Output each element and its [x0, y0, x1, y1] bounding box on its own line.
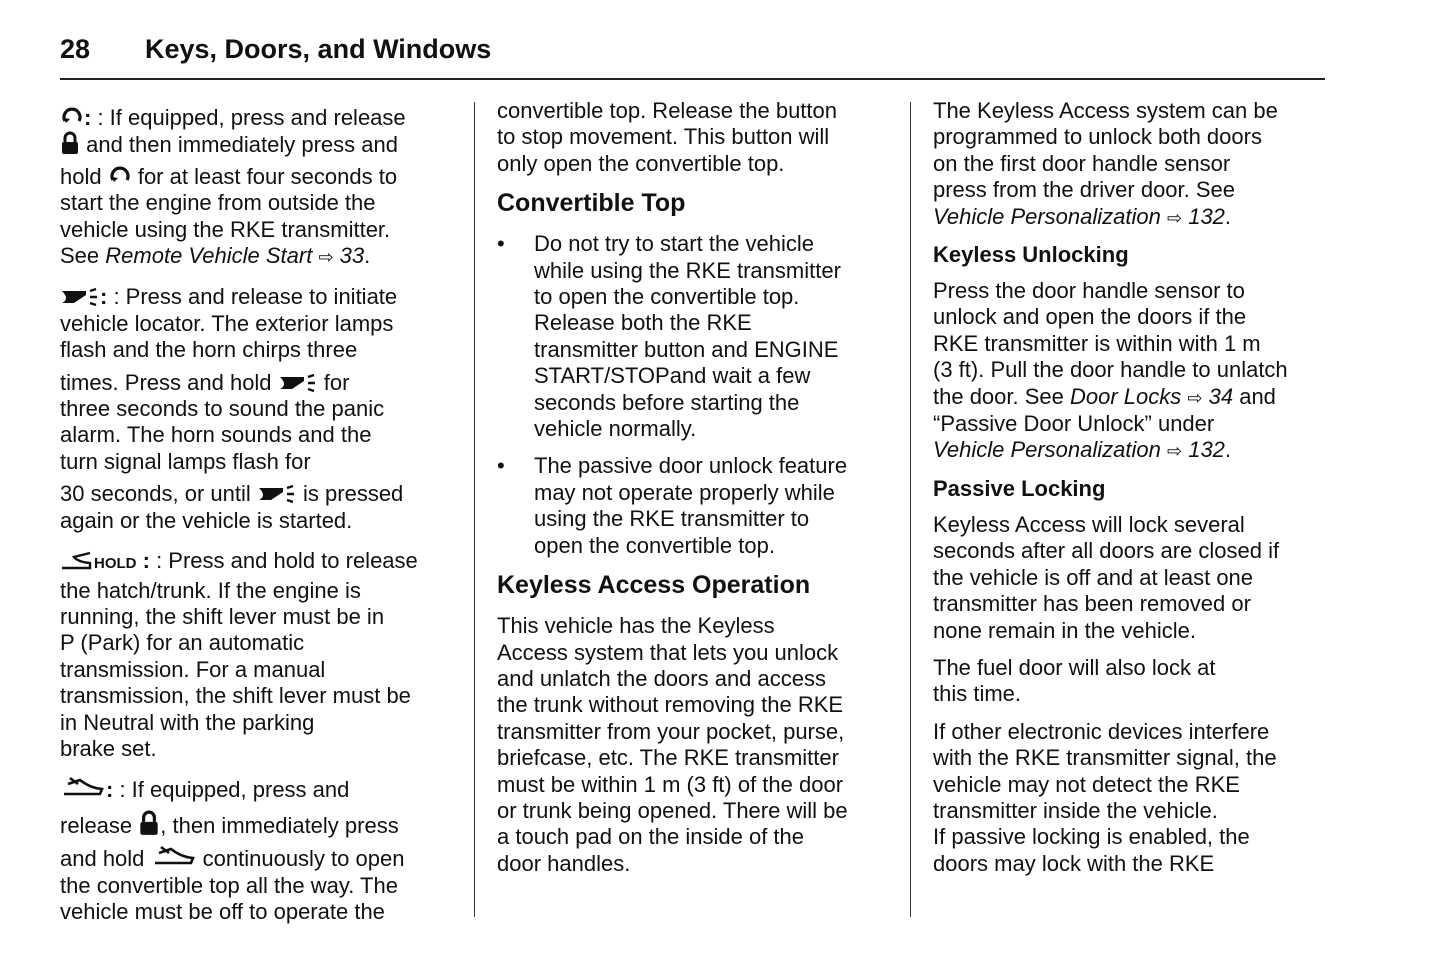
column-divider-2	[910, 102, 911, 917]
lock-icon	[60, 131, 80, 155]
keyless-access-paragraph: This vehicle has the Keyless Access system that lets you unlock and unlatch the doors and access the trunk without removing the RKE transmitter from your pocket, purse, briefcase, etc. The RKE transmitter must be within 1 m (3 ft) of the door or trunk being opened. There will be a touch pad on the inside of the door handles.	[497, 613, 848, 876]
vehicle-locator-horn-icon	[278, 373, 318, 393]
fuel-door-paragraph: The fuel door will also lock at this time.	[933, 654, 1216, 707]
xref-link-vehicle-personalization[interactable]: Vehicle Personalization	[933, 437, 1161, 463]
convertible-bullet-list	[497, 231, 892, 559]
column-2	[497, 98, 892, 888]
convertible-intro: convertible top. Release the button to stop movement. This button will only open the convertible top.	[497, 98, 838, 176]
bullet-marker: •	[497, 453, 505, 479]
heading-convertible-top: Convertible Top	[497, 189, 686, 218]
vehicle-locator-horn-icon	[257, 484, 297, 504]
convertible-top-icon	[60, 776, 106, 800]
keyless-unlocking-paragraph: Press the door handle sensor to unlock and open the doors if the RKE transmitter is within with 1 m (3 ft). Pull the door handle to unlatch the door. See Door Locks ⇨ 34 and “Passive Door Unlock” under Vehicle Personalization ⇨ 132.	[933, 278, 1288, 463]
heading-keyless-access-operation: Keyless Access Operation	[497, 571, 811, 600]
xref-link-door-locks[interactable]: Door Locks	[1070, 383, 1182, 409]
xref-arrow-icon: ⇨	[1167, 207, 1183, 228]
convertible-top-paragraph: : : If equipped, press and release , then immediately press and hold continuously to open the convertible top all the way. The vehicle must be off to operate the	[60, 777, 405, 924]
heading-passive-locking: Passive Locking	[933, 475, 1106, 501]
column-1	[60, 98, 455, 936]
lock-icon	[138, 810, 160, 836]
convertible-top-icon	[151, 845, 197, 869]
xref-link-vehicle-personalization[interactable]: Vehicle Personalization	[933, 203, 1161, 229]
remote-start-icon	[108, 163, 132, 187]
remote-start-paragraph: : : If equipped, press and release and then immediately press and hold for at least four seconds to start the engine from outside the vehicle using the RKE transmitter. See Remote Vehicle Start ⇨ 33.	[60, 105, 406, 269]
list-item: • Do not try to start the vehicle while using the RKE transmitter to open the convertible top. Release both the RKE transmitter button and ENGINE START/STOPand wait a few seconds before starting the vehicle normally.	[497, 231, 841, 442]
vehicle-locator-horn-icon	[60, 287, 100, 307]
remote-start-icon	[60, 104, 84, 128]
list-item: • The passive door unlock feature may not operate properly while using the RKE transmitter to open the convertible top.	[497, 453, 848, 558]
page-number: 28	[60, 34, 91, 64]
xref-arrow-icon: ⇨	[1187, 387, 1203, 408]
bullet-marker: •	[497, 231, 505, 257]
column-3	[933, 98, 1328, 888]
page-header	[60, 34, 1325, 80]
keyless-programming-paragraph: The Keyless Access system can be programmed to unlock both doors on the first door handle sensor press from the driver door. See Vehicle Personalization ⇨ 132.	[933, 98, 1278, 229]
xref-arrow-icon: ⇨	[1167, 441, 1183, 462]
interference-paragraph: If other electronic devices interfere with the RKE transmitter signal, the vehicle may not detect the RKE transmitter inside the vehicle. If passive locking is enabled, the doors may lock with the RKE	[933, 718, 1277, 876]
xref-arrow-icon: ⇨	[318, 247, 334, 268]
column-divider-1	[474, 102, 475, 917]
vehicle-locator-paragraph: : : Press and release to initiate vehicle locator. The exterior lamps flash and the horn chirps three times. Press and hold for three seconds to sound the panic alarm. The horn sounds and the turn signal lamps flash for 30 seconds, or until is pressed again or the vehicle is started.	[60, 284, 404, 533]
heading-keyless-unlocking: Keyless Unlocking	[933, 242, 1129, 268]
section-title: Keys, Doors, and Windows	[145, 34, 492, 64]
xref-link-remote-vehicle-start[interactable]: Remote Vehicle Start	[105, 243, 313, 269]
trunk-release-icon	[60, 551, 94, 571]
passive-locking-paragraph: Keyless Access will lock several seconds after all doors are closed if the vehicle is off and at least one transmitter has been removed or none remain in the vehicle.	[933, 511, 1280, 643]
trunk-release-paragraph: HOLD : : Press and hold to release the hatch/trunk. If the engine is running, the shift lever must be in P (Park) for an automatic transmission. For a manual transmission, the shift lever must be in Neutral with the parking brake set.	[60, 548, 418, 761]
